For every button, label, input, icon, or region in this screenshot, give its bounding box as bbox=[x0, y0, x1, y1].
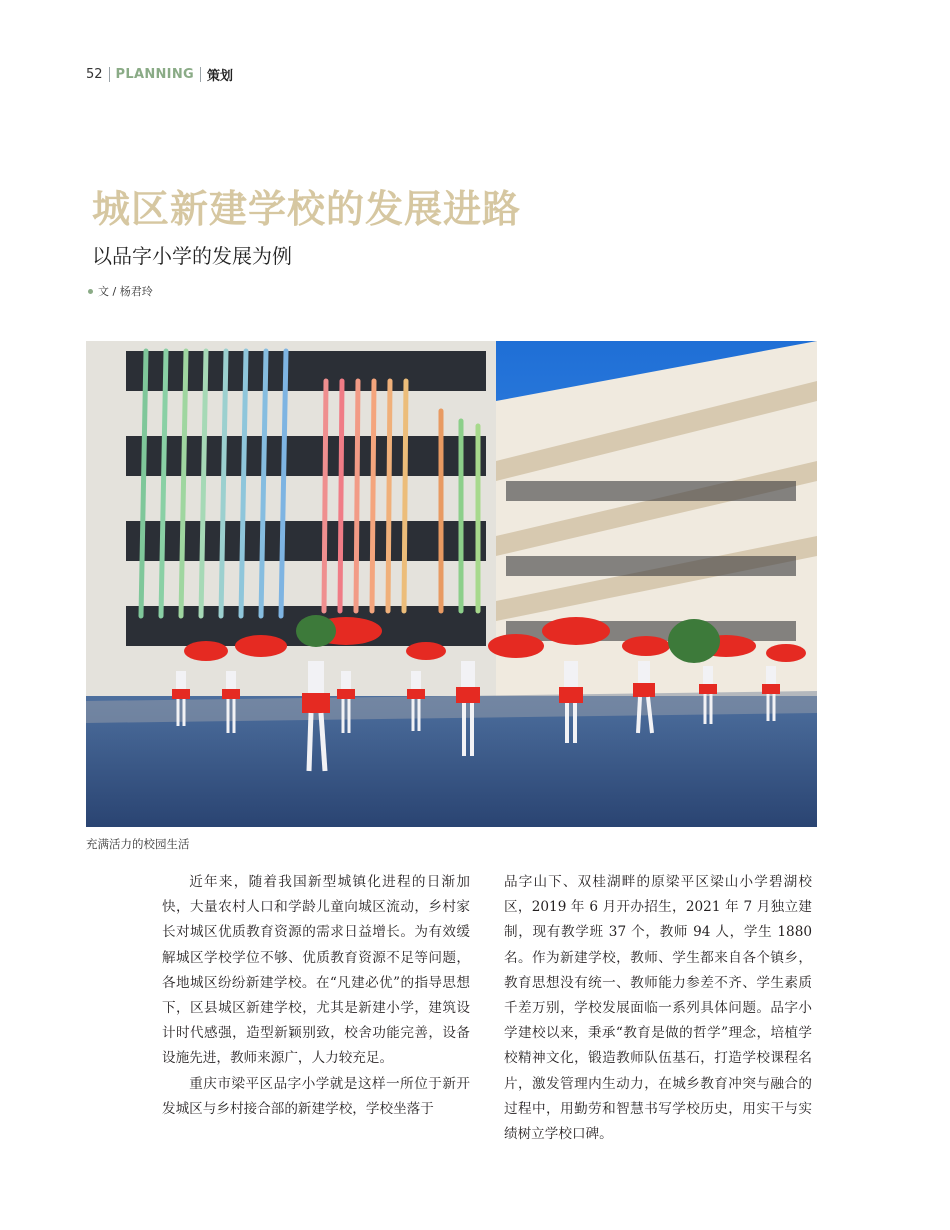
body-paragraph: 重庆市梁平区品字小学就是这样一所位于新开发城区与乡村接合部的新建学校，学校坐落于 bbox=[162, 1075, 470, 1117]
section-label-en: PLANNING bbox=[115, 66, 194, 82]
body-paragraph: 近年来，随着我国新型城镇化进程的日渐加快，大量农村人口和学龄儿童向城区流动，乡村家长对城区优质教育资源的需求日益增长。为有效缓解城区学校学位不够、优质教育资源不足等问题，各地城区纷纷新建学校。在“凡建必优”的指导思想下，区县城区新建学校，尤其是新建小学，建筑设计时代感强，造型新颖别致，校舍功能完善，设备设施先进，教师来源广，人力较充足。 bbox=[162, 874, 470, 1067]
article-photo bbox=[86, 341, 817, 827]
body-column-left bbox=[162, 870, 470, 1122]
byline-bullet bbox=[88, 289, 93, 294]
page-number: 52 bbox=[86, 66, 103, 82]
photo-caption: 充满活力的校园生活 bbox=[86, 837, 190, 851]
body-column-right bbox=[504, 870, 812, 1147]
article-title: 城区新建学校的发展进路 bbox=[92, 187, 522, 231]
header-divider bbox=[200, 67, 201, 82]
body-paragraph: 品字山下、双桂湖畔的原梁平区梁山小学碧湖校区，2019 年 6 月开办招生，2021 年 7 月独立建制，现有教学班 37 个，教师 94 人，学生 1880 名。作为新建学校，教师、学生都来自各个镇乡，教育思想没有统一、教师能力参差不齐、学生素质千差万别，学校发展面临一系列具体问题。品字小学建校以来，秉承“教育是做的哲学”理念，培植学校精神文化，锻造教师队伍基石，打造学校课程名片，激发管理内生动力，在城乡教育冲突与融合的过程中，用勤劳和智慧书写学校历史，用实干与实绩树立学校口碑。 bbox=[504, 874, 812, 1143]
page-header bbox=[86, 64, 233, 84]
header-divider bbox=[109, 67, 110, 82]
byline-text: 文 / 杨君玲 bbox=[98, 285, 153, 298]
article-byline bbox=[88, 283, 153, 299]
section-label-cn: 策划 bbox=[206, 68, 233, 84]
article-subtitle: 以品字小学的发展为例 bbox=[92, 244, 292, 268]
